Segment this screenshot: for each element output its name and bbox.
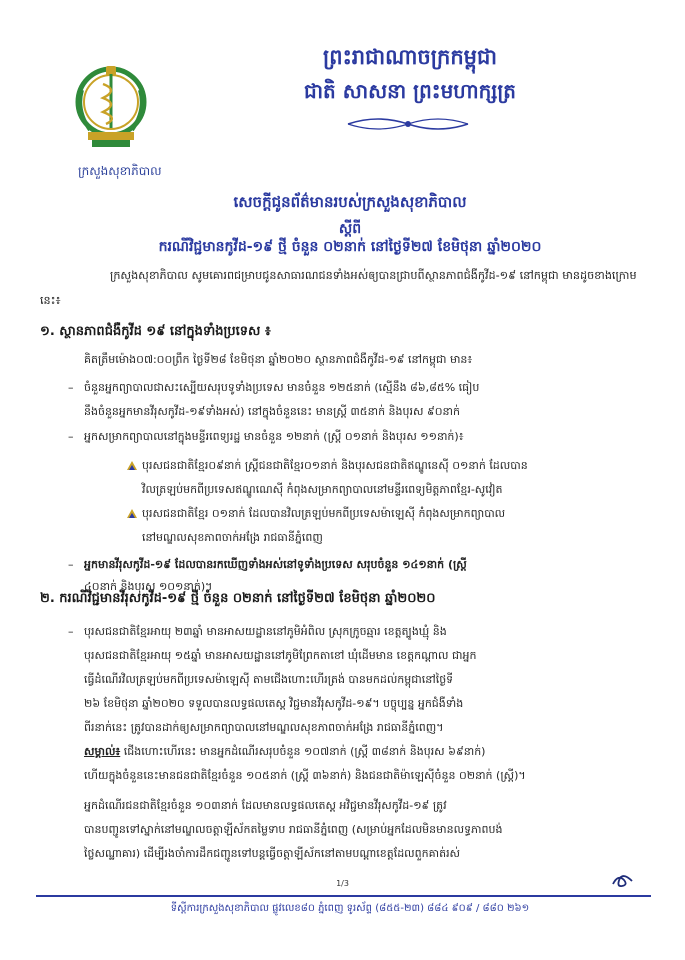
total-line2: ៤០នាក់ និងបុរស ១០១នាក់)។ [84,580,213,593]
sub-bullet1-line1: បុរសជនជាតិខ្មែរ០៩នាក់ ស្ត្រីជនជាតិខ្មែរ០១នាក់ និងបុរសជនជាតិឥណ្ឌូនេស៊ី ០១នាក់ ដែលបាន [142,459,528,472]
page-number: 1/3 [336,879,349,888]
total-line1: អ្នកមានវីរុសកូវីដ-១៩ ដែលបានរកឃើញទាំងអស់នៅទូទាំងប្រទេស សរុបចំនួន ១៤១នាក់ (ស្ត្រី [84,558,467,571]
dash-bullet: – [68,625,74,638]
initial-signature [610,872,636,890]
kingdom-title: ព្រះរាជាណាចក្រកម្ពុជា [322,45,497,69]
title-regarding: ស្តីពី [338,221,362,237]
treating-line: អ្នកសម្រាកព្យាបាលនៅក្នុងមន្ទីរពេទ្យរដ្ឋ មានចំនួន ១២នាក់ (ស្ត្រី ០១នាក់ និងបុរស ១១នាក់)៖ [84,430,464,443]
sub-bullet1-line2: វិលត្រឡប់មកពីប្រទេសឥណ្ឌូណេស៊ី កំពុងសម្រាកព្យាបាលនៅមន្ទីរពេទ្យមិត្តភាពខ្មែរ-សូវៀត [142,483,503,496]
quarantine-paragraph-line: អ្នកដំណើរជនជាតិខ្មែរចំនួន ១០៣នាក់ ដែលមានលទ្ធផលតេស្ត អវិជ្ជមានវីរុសកូវីដ-១៩ ត្រូវ [84,799,447,812]
section2-heading: ២. ករណីវិជ្ជមានវីរុសកូវីដ-១៩ ថ្មី ចំនួន ០២នាក់ នៅថ្ងៃទី២៧ ខែមិថុនា ឆ្នាំ២០២០ [40,591,436,606]
dash-bullet: – [68,430,74,443]
note-label: សម្គាល់៖ [84,745,121,758]
note-line1 [84,739,485,764]
quarantine-paragraph-line: ថ្លៃសណ្ឋាគារ) ដើម្បីរងចាំការដឹកជញ្ជូនទៅបន្តធ្វើចត្តាឡីស័កនៅតាមបណ្តាខេត្តដែលពួកគាត់រស់ [84,847,461,860]
recovered-line2: នឹងចំនួនអ្នកមានវីរុសកូវីដ-១៩ទាំងអស់) នៅក្នុងចំនួននេះ មានស្ត្រី ៣៥នាក់ និងបុរស ៩០នាក់ [84,405,460,418]
arrow-bullet-icon [126,508,138,520]
recovered-line1: ចំនួនអ្នកព្យាបាលជាសះស្បើយសរុបទូទាំងប្រទេស មានចំនួន ១២៥នាក់ (ស្មើនឹង ៨៦,៨៥% ធៀប [84,381,480,394]
sub-bullet2-line2: នៅមណ្ឌលសុខភាពចាក់អង្រែ រាជធានីភ្នំពេញ [142,531,323,544]
ministry-name: ក្រសួងសុខាភិបាល [78,164,162,178]
ornament-divider [338,112,478,136]
ministry-logo [70,60,152,152]
case-paragraph-line: បុរសជនជាតិខ្មែរអាយុ ១៥ឆ្នាំ មានអាសយដ្ឋាននៅភូមិព្រែកតាខៅ ឃុំដើមមាន ខេត្តកណ្តាល ជាអ្នក [84,649,477,662]
dash-bullet: – [68,381,74,394]
press-release-title: សេចក្តីជូនព័ត៌មានរបស់ក្រសួងសុខាភិបាល [233,193,467,211]
section1-heading: ១. ស្ថានភាពជំងឺកូវីដ ១៩ នៅក្នុងទាំងប្រទេស ៖ [40,324,271,339]
title-subject: ករណីវិជ្ជមានកូវីដ-១៩ ថ្មី ចំនួន ០២នាក់ នៅថ្ងៃទី២៧ ខែមិថុនា ឆ្នាំ២០២០ [158,239,542,255]
sub-bullet2-line1: បុរសជនជាតិខ្មែរ ០១នាក់ ដែលបានវិលត្រឡប់មកពីប្រទេសម៉ាឡេស៊ី កំពុងសម្រាកព្យាបាល [142,507,506,520]
footer-divider [36,895,651,897]
footer-address: ទីស្តីការក្រសួងសុខាភិបាល ផ្លូវលេខ៨០ ភ្នំពេញ ទូរស័ព្ទ (៨៥៥-២៣) ៨៨៤ ៩០៩ / ៨៨០ ២៦១ [170,903,530,914]
intro-paragraph: ក្រសួងសុខាភិបាល សូមគោរពជម្រាបជូនសាធារណជនទាំងអស់ឲ្យបានជ្រាបពីស្ថានភាពជំងឺកូវីដ-១៩ នៅកម្ពុជា មានដូចខាងក្រោមនេះ៖ [40,269,637,307]
quarantine-paragraph-line: បានបញ្ជូនទៅស្នាក់នៅមណ្ឌលចត្តាឡីស័កតម្លៃទាប រាជធានីភ្នំពេញ (សម្រាប់អ្នកដែលមិនមានលទ្ធភាពបង់ [84,823,503,836]
note-text: ជើងហោះហើរនេះ មានអ្នកដំណើរសរុបចំនួន ១០៧នាក់ (ស្ត្រី ៣៨នាក់ និងបុរស ៦៩នាក់) [120,745,486,758]
case-paragraph-line: បុរសជនជាតិខ្មែរអាយុ ២៣ឆ្នាំ មានអាសយដ្ឋាននៅភូមិអំពិល ស្រុកក្រូចឆ្មារ ខេត្តត្បូងឃ្មុំ និង [84,625,447,638]
case-paragraph-line: ២៦ ខែមិថុនា ឆ្នាំ២០២០ ទទួលបានលទ្ធផលតេស្ត វិជ្ជមានវីរុសកូវីដ-១៩។ បច្ចុប្បន្ន អ្នកជំងឺទាំង [84,697,464,710]
dash-bullet: – [68,558,74,571]
status-line: គិតត្រឹមម៉ោង០៧:០០ព្រឹក ថ្ងៃទី២៨ ខែមិថុនា ឆ្នាំ២០២០ ស្ថានភាពជំងឺកូវីដ-១៩ នៅកម្ពុជា មាន៖ [84,353,473,366]
case-paragraph-line: ពីរនាក់នេះ ត្រូវបានដាក់ឲ្យសម្រាកព្យាបាលនៅមណ្ឌលសុខភាពចាក់អង្រែ រាជធានីភ្នំពេញ។ [84,721,444,734]
case-paragraph-line: ធ្វើដំណើរវិលត្រឡប់មកពីប្រទេសម៉ាឡេស៊ី តាមជើងហោះហើរត្រង់ បានមកដល់កម្ពុជានៅថ្ងៃទី [84,673,454,686]
arrow-bullet-icon [126,460,138,472]
national-motto: ជាតិ សាសនា ព្រះមហាក្សត្រ [304,79,516,103]
note-line2: ហើយក្នុងចំនួននេះមានជនជាតិខ្មែរចំនួន ១០៥នាក់ (ស្ត្រី ៣៦នាក់) និងជនជាតិម៉ាឡេស៊ីចំនួន ០២នាក់ (ស្ត្រី)។ [84,769,526,782]
